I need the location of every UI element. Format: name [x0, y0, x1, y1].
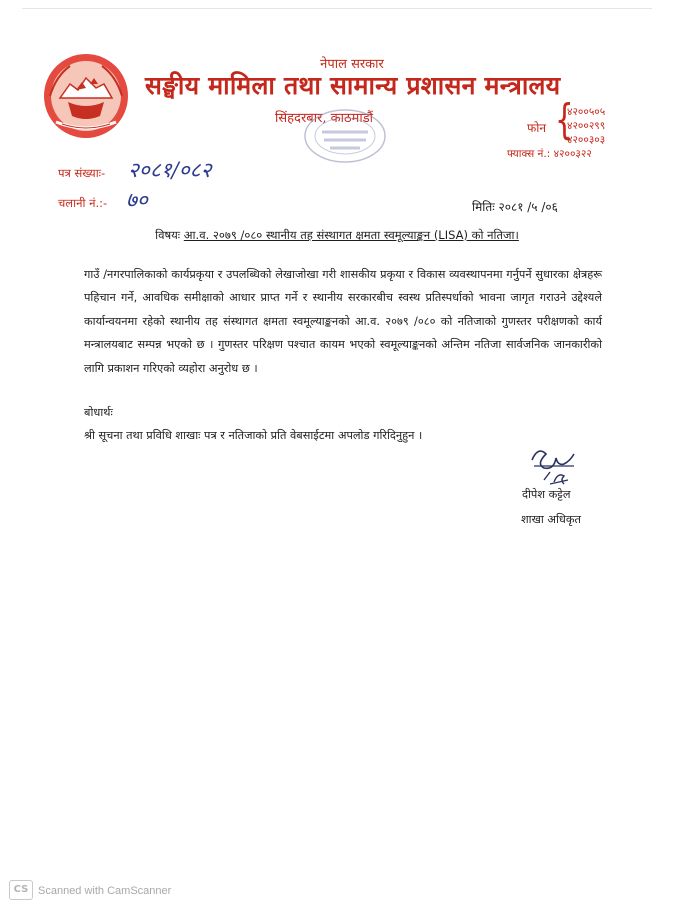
letter-date: मितिः २०८१ /५ /०६: [472, 200, 558, 214]
letter-body: गाउँ /नगरपालिकाको कार्यप्रकृया र उपलब्धिको लेखाजोखा गरी शासकीय प्रकृया र विकास व्यवस्थापनमा गर्नुपर्ने सुधारका क्षेत्रहरू पहिचान गर्ने, आवधिक समीक्षाको आधार प्राप्त गर्ने र स्थानीय सरकारबीच स्वस्थ प्रतिस्पर्धाको भावना जागृत गराउने उद्देश्यले कार्यान्वयनमा रहेको स्थानीय तह संस्थागत क्षमता स्वमूल्याङ्कनको आ.व. २०७९ /०८० को नतिजाको गुणस्तर परीक्षणको कार्य मन्त्रालयबाट सम्पन्न भएको छ । गुणस्तर परिक्षण पश्चात कायम भएको स्वमूल्याङ्कनको अन्तिम नतिजा सार्वजनिक जानकारीको लागि प्रकाशन गरिएको व्यहोरा अनुरोध छ ।: [84, 268, 602, 375]
dispatch-number-label: चलानी नं.:-: [58, 196, 108, 210]
phone-number: ४२००५०५: [567, 106, 606, 118]
signatory-name: दीपेश कट्टेल: [522, 488, 571, 501]
scanner-watermark: Scanned with CamScanner: [38, 885, 172, 897]
ministry-name: सङ्घीय मामिला तथा सामान्य प्रशासन मन्त्रालय: [145, 71, 561, 100]
signatory-title: शाखा अधिकृत: [521, 513, 581, 526]
cc-recipient-line: श्री सूचना तथा प्रविधि शाखाः पत्र र नतिजाको प्रति वेबसाईटमा अपलोड गरिदिनुहुन ।: [84, 429, 423, 442]
cc-label: बोधार्थः: [84, 406, 113, 419]
phone-label: फोन: [527, 121, 547, 135]
subject-label: विषयः: [155, 228, 181, 242]
government-name: नेपाल सरकार: [320, 57, 384, 72]
handwritten-signature-icon: [524, 440, 584, 490]
phone-number: ४२००२९९: [567, 120, 606, 132]
ministry-seal-stamp-icon: [302, 106, 388, 164]
phone-brace: {: [555, 95, 574, 144]
phone-number: ४२००३०३: [567, 134, 606, 146]
dispatch-number-handwritten: ७०: [126, 188, 148, 212]
fax-number: फ्याक्स नं.: ४२००३२२: [507, 148, 592, 160]
letter-number-handwritten: २०८१/०८२: [128, 158, 212, 182]
subject-line: [0, 228, 674, 243]
ministry-address: सिंहदरबार, काठमाडौं: [275, 111, 374, 126]
camscanner-logo: CS: [9, 880, 33, 900]
scan-edge-line: [22, 8, 652, 9]
letter-number-label: पत्र संख्याः-: [58, 166, 106, 180]
subject-text: आ.व. २०७९ /०८० स्थानीय तह संस्थागत क्षमता स्वमूल्याङ्कन (LISA) को नतिजा।: [183, 228, 519, 242]
